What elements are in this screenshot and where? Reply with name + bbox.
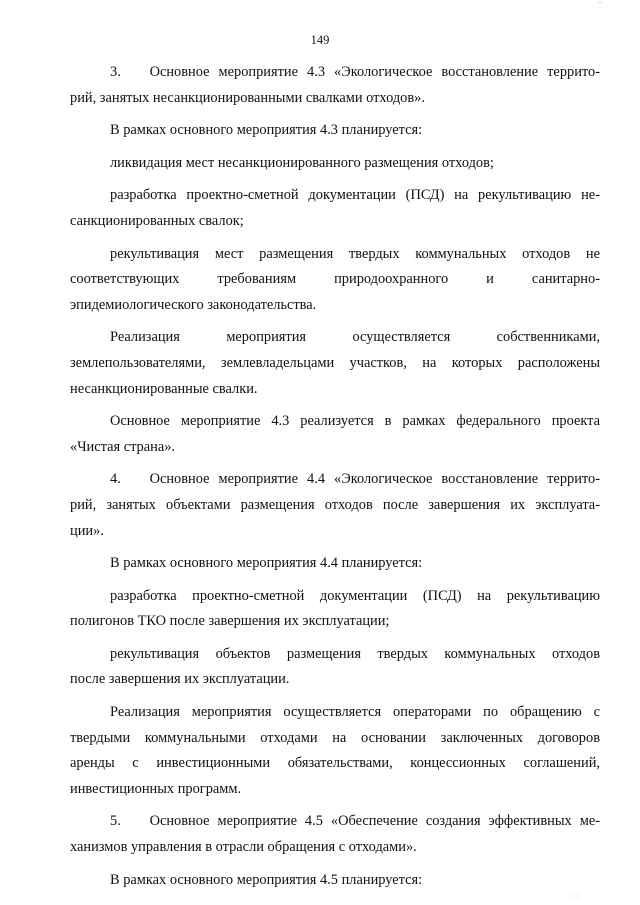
paragraph-line: В рамках основного мероприятия 4.4 планируется:: [110, 555, 423, 572]
paragraph-line: 3. Основное мероприятие 4.3 «Экологическое восстановление террито-: [110, 64, 600, 80]
paragraph-line: 5. Основное мероприятие 4.5 «Обеспечение создания эффективных ме-: [110, 813, 600, 830]
paragraph-line: несанкционированные свалки.: [70, 380, 258, 397]
paragraph-line: после завершения их эксплуатации.: [70, 671, 290, 688]
paragraph-line: ции».: [70, 522, 104, 539]
paragraph-line: В рамках основного мероприятия 4.3 планируется:: [110, 122, 423, 139]
paragraph-line: Реализация мероприятия осуществляется собственниками,: [110, 329, 600, 346]
document-body: [70, 60, 600, 893]
paragraph: [70, 183, 600, 234]
scan-mark: · ·: [572, 892, 580, 901]
paragraph: [70, 584, 600, 635]
paragraph-line: твердыми коммунальными отходами на основании заключенных договоров: [70, 729, 600, 746]
paragraph: [70, 700, 600, 802]
paragraph: [70, 409, 600, 460]
paragraph-line: землепользователями, землевладельцами участков, на которых расположены: [70, 354, 600, 371]
paragraph-line: санкционированных свалок;: [70, 212, 244, 229]
paragraph: [70, 151, 600, 177]
paragraph-line: разработка проектно-сметной документации (ПСД) на рекультивацию: [110, 587, 600, 604]
paragraph: [70, 242, 600, 319]
paragraph: [70, 60, 600, 111]
paragraph-line: рекультивация мест размещения твердых коммунальных отходов не: [110, 245, 600, 262]
paragraph: [70, 551, 600, 577]
paragraph-line: Реализация мероприятия осуществляется операторами по обращению с: [110, 704, 600, 721]
paragraph-line: 4. Основное мероприятие 4.4 «Экологическое восстановление террито-: [110, 471, 600, 488]
paragraph-line: В рамках основного мероприятия 4.5 планируется:: [110, 871, 423, 888]
paragraph-line: ханизмов управления в отрасли обращения с отходами».: [70, 839, 417, 856]
paragraph-line: Основное мероприятие 4.3 реализуется в рамках федерального проекта: [110, 413, 600, 430]
scan-mark: ⁻: [598, 0, 603, 9]
paragraph-line: соответствующих требованиям природоохранного и санитарно-: [70, 271, 600, 288]
paragraph-line: инвестиционных программ.: [70, 780, 242, 797]
paragraph: [70, 325, 600, 402]
paragraph-line: разработка проектно-сметной документации (ПСД) на рекультивацию не-: [110, 187, 600, 204]
paragraph-line: полигонов ТКО после завершения их эксплуатации;: [70, 613, 390, 630]
page-number: 149: [310, 33, 330, 47]
paragraph: [70, 642, 600, 693]
paragraph: [70, 868, 600, 894]
paragraph-line: эпидемиологического законодательства.: [70, 296, 317, 313]
paragraph-line: «Чистая страна».: [70, 438, 176, 455]
paragraph-line: рий, занятых объектами размещения отходов после завершения их эксплуата-: [70, 496, 600, 513]
paragraph-line: ликвидация мест несанкционированного размещения отходов;: [110, 154, 494, 171]
paragraph: [70, 809, 600, 860]
paragraph-line: рий, занятых несанкционированными свалками отходов».: [70, 89, 425, 106]
paragraph: [70, 118, 600, 144]
paragraph: [70, 467, 600, 544]
paragraph-line: рекультивация объектов размещения твердых коммунальных отходов: [110, 645, 600, 662]
paragraph-line: аренды с инвестиционными обязательствами, концессионных соглашений,: [70, 755, 600, 772]
